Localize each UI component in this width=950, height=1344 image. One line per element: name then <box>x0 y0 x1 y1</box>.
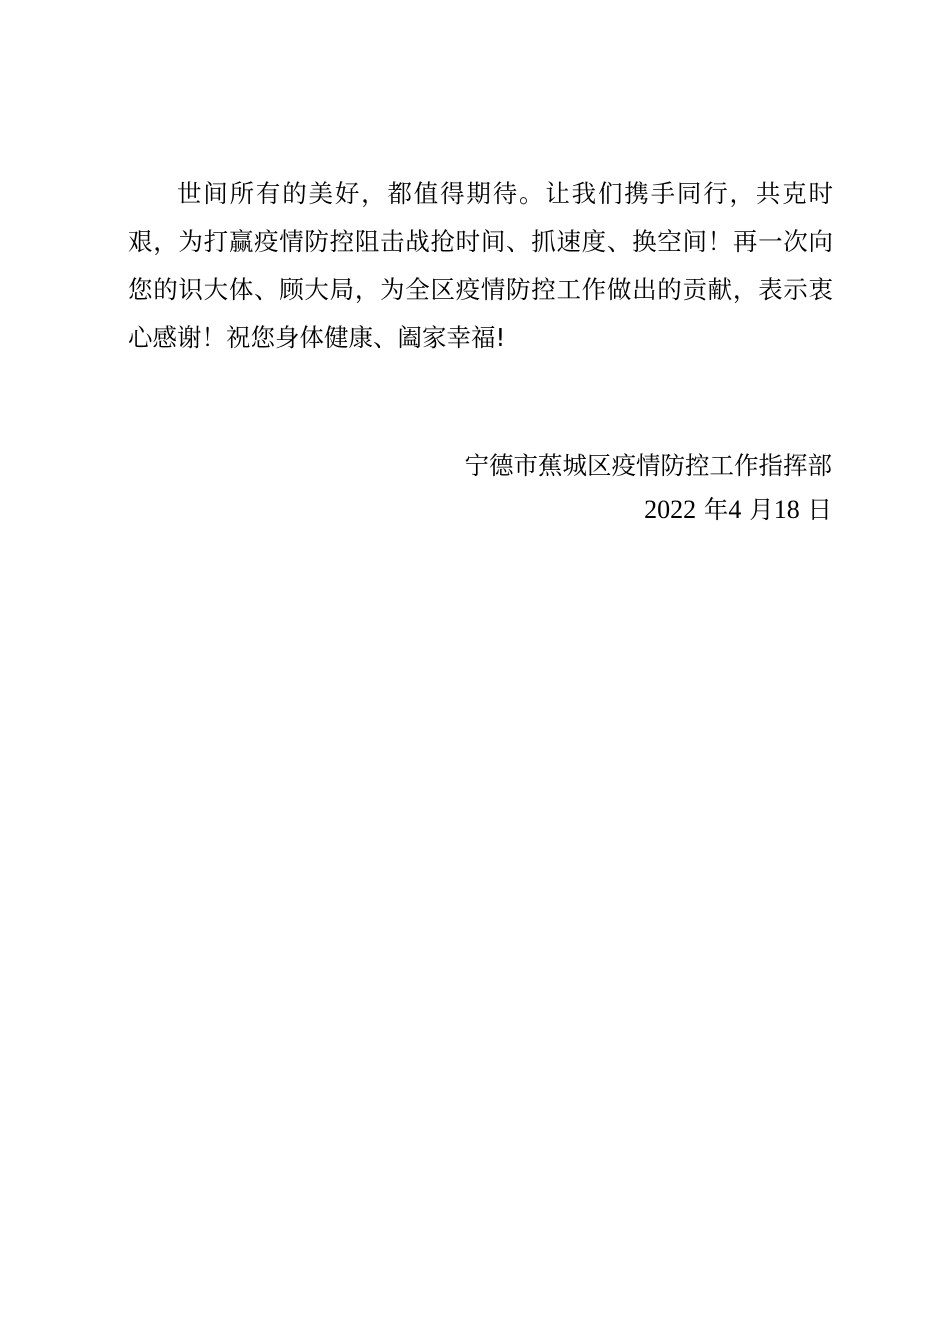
closing-paragraph: 世间所有的美好，都值得期待。让我们携手同行，共克时艰，为打赢疫情防控阻击战抢时间、抓速度、换空间！再一次向您的识大体、顾大局，为全区疫情防控工作做出的贡献，表示衷心感谢！祝您身体健康、阖家幸福! <box>128 179 833 352</box>
date-year-unit: 年 <box>703 495 729 524</box>
signatory: 宁德市蕉城区疫情防控工作指挥部 <box>464 451 832 480</box>
date-day: 18 <box>773 495 800 524</box>
date-day-unit: 日 <box>807 495 832 524</box>
date-year: 2022 <box>644 495 697 524</box>
date-month-unit: 月 <box>749 495 774 524</box>
date-month: 4 <box>728 495 742 524</box>
document-date <box>644 490 832 530</box>
